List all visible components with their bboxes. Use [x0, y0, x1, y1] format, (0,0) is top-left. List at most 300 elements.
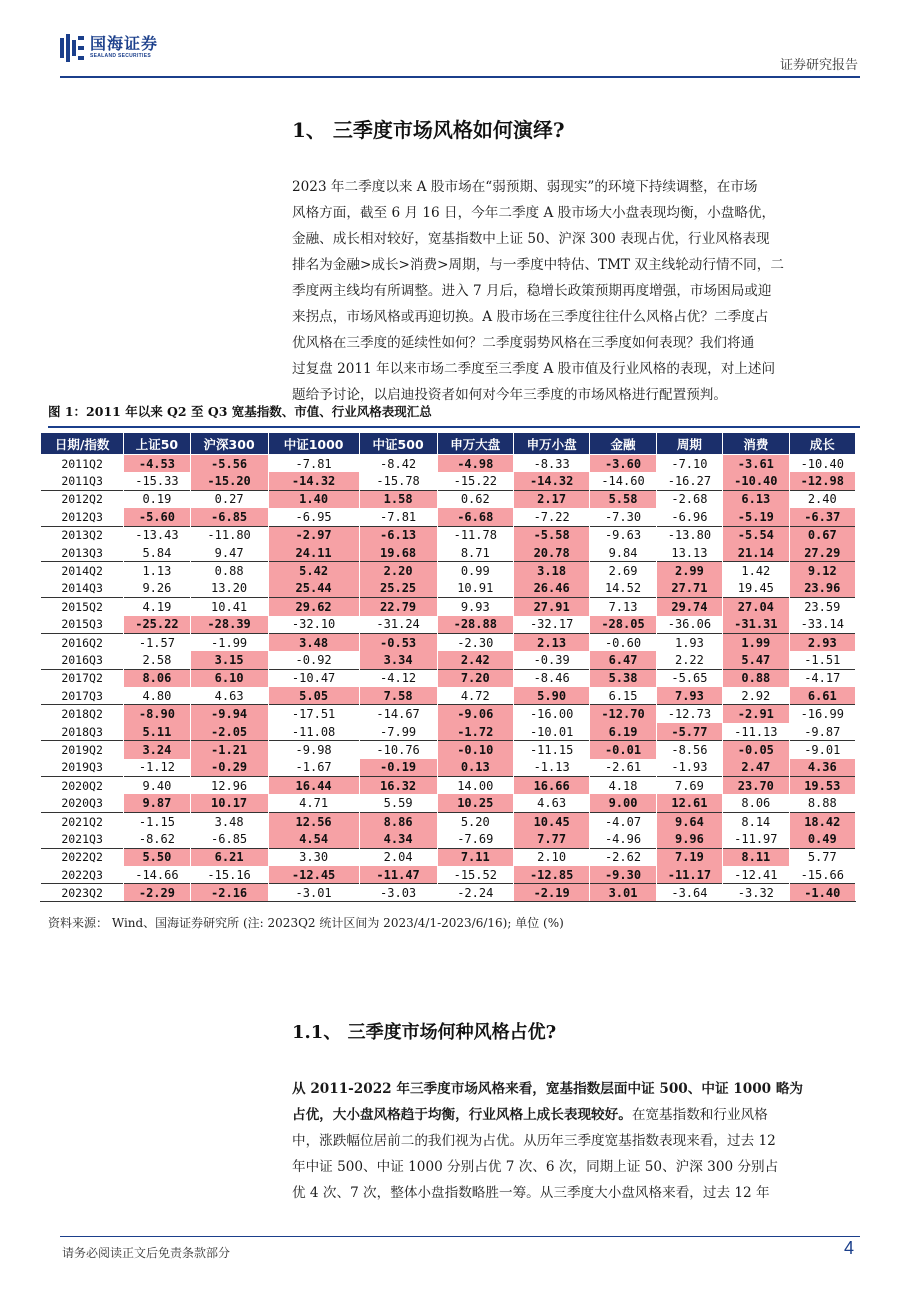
value-cell: -0.39	[513, 651, 589, 669]
table-row	[41, 794, 856, 812]
value-cell: -16.27	[656, 472, 722, 490]
period-cell: 2012Q3	[41, 508, 124, 526]
value-cell: -0.01	[590, 741, 656, 759]
footer-disclaimer: 请务必阅读正文后免责条款部分	[62, 1246, 231, 1260]
value-cell: 9.40	[124, 777, 190, 795]
period-cell: 2021Q3	[41, 830, 124, 848]
value-cell: 3.18	[513, 562, 589, 580]
period-cell: 2016Q3	[41, 651, 124, 669]
period-cell: 2018Q3	[41, 723, 124, 741]
value-cell: 4.36	[789, 759, 855, 777]
value-cell: 1.58	[359, 490, 437, 508]
value-cell: 9.93	[437, 598, 513, 616]
value-cell: -3.61	[723, 455, 789, 473]
table-row	[41, 508, 856, 526]
para1-line: 季度两主线均有所调整。进入 7 月后，稳增长政策预期再度增强，市场困局或迎	[292, 283, 772, 299]
para2-line-1: 从 2011-2022 年三季度市场风格来看，宽基指数层面中证 500、中证 1000 略为	[292, 1081, 804, 1097]
value-cell: 12.56	[268, 812, 359, 830]
logo-text-cn: 国海证券	[90, 34, 159, 53]
value-cell: -9.98	[268, 741, 359, 759]
value-cell: 14.00	[437, 777, 513, 795]
figure-1-title: 图 1：2011 年以来 Q2 至 Q3 宽基指数、市值、行业风格表现汇总	[48, 404, 432, 419]
period-cell: 2015Q3	[41, 616, 124, 634]
value-cell: -9.01	[789, 741, 855, 759]
value-cell: -2.61	[590, 759, 656, 777]
period-cell: 2017Q2	[41, 669, 124, 687]
table-row	[41, 616, 856, 634]
value-cell: -10.47	[268, 669, 359, 687]
table-row	[41, 651, 856, 669]
column-header: 沪深300	[190, 433, 268, 455]
value-cell: 10.91	[437, 580, 513, 598]
value-cell: 25.44	[268, 580, 359, 598]
value-cell: -0.92	[268, 651, 359, 669]
value-cell: -28.88	[437, 616, 513, 634]
period-cell: 2011Q3	[41, 472, 124, 490]
value-cell: -16.99	[789, 705, 855, 723]
value-cell: -15.52	[437, 866, 513, 884]
value-cell: 2.93	[789, 633, 855, 651]
value-cell: 23.96	[789, 580, 855, 598]
table-row	[41, 669, 856, 687]
value-cell: -10.40	[789, 455, 855, 473]
value-cell: -4.12	[359, 669, 437, 687]
para1-line: 过复盘 2011 年以来市场二季度至三季度 A 股市值及行业风格的表现，对上述问	[292, 361, 776, 377]
period-cell: 2022Q2	[41, 848, 124, 866]
value-cell: 2.58	[124, 651, 190, 669]
value-cell: 1.93	[656, 633, 722, 651]
value-cell: 2.13	[513, 633, 589, 651]
value-cell: 2.17	[513, 490, 589, 508]
value-cell: 8.71	[437, 544, 513, 562]
value-cell: -14.60	[590, 472, 656, 490]
value-cell: 3.15	[190, 651, 268, 669]
value-cell: -2.05	[190, 723, 268, 741]
value-cell: -5.65	[656, 669, 722, 687]
value-cell: -7.99	[359, 723, 437, 741]
value-cell: -1.15	[124, 812, 190, 830]
value-cell: 6.15	[590, 687, 656, 705]
value-cell: 4.63	[513, 794, 589, 812]
value-cell: 5.05	[268, 687, 359, 705]
value-cell: -5.54	[723, 526, 789, 544]
value-cell: -8.33	[513, 455, 589, 473]
value-cell: -33.14	[789, 616, 855, 634]
value-cell: 25.25	[359, 580, 437, 598]
period-cell: 2015Q2	[41, 598, 124, 616]
value-cell: 1.42	[723, 562, 789, 580]
page-number: 4	[843, 1238, 854, 1258]
value-cell: 0.13	[437, 759, 513, 777]
value-cell: -32.17	[513, 616, 589, 634]
value-cell: -1.51	[789, 651, 855, 669]
value-cell: -9.06	[437, 705, 513, 723]
value-cell: 5.11	[124, 723, 190, 741]
value-cell: 8.11	[723, 848, 789, 866]
value-cell: -14.66	[124, 866, 190, 884]
value-cell: 2.99	[656, 562, 722, 580]
value-cell: -3.03	[359, 884, 437, 902]
value-cell: 5.58	[590, 490, 656, 508]
value-cell: 9.87	[124, 794, 190, 812]
value-cell: -8.56	[656, 741, 722, 759]
value-cell: 4.63	[190, 687, 268, 705]
table-row	[41, 687, 856, 705]
value-cell: -2.29	[124, 884, 190, 902]
value-cell: 6.61	[789, 687, 855, 705]
value-cell: 12.96	[190, 777, 268, 795]
value-cell: 10.17	[190, 794, 268, 812]
value-cell: 29.74	[656, 598, 722, 616]
value-cell: -6.96	[656, 508, 722, 526]
value-cell: -31.24	[359, 616, 437, 634]
value-cell: 22.79	[359, 598, 437, 616]
section-1-1-paragraph	[292, 1076, 860, 1206]
value-cell: 10.25	[437, 794, 513, 812]
table-row	[41, 562, 856, 580]
value-cell: -12.41	[723, 866, 789, 884]
value-cell: -2.68	[656, 490, 722, 508]
section-1-title: 1、 三季度市场风格如何演绎?	[292, 118, 565, 142]
value-cell: -11.47	[359, 866, 437, 884]
value-cell: -1.67	[268, 759, 359, 777]
period-cell: 2011Q2	[41, 455, 124, 473]
table-row	[41, 705, 856, 723]
section-1-1-title: 1.1、 三季度市场何种风格占优?	[292, 1022, 557, 1043]
table-row	[41, 526, 856, 544]
value-cell: -14.67	[359, 705, 437, 723]
value-cell: -8.62	[124, 830, 190, 848]
table-row	[41, 490, 856, 508]
value-cell: -13.80	[656, 526, 722, 544]
value-cell: -6.85	[190, 508, 268, 526]
para1-line: 排名为金融>成长>消费>周期，与一季度中特估、TMT 双主线轮动行情不同，二	[292, 257, 784, 273]
value-cell: 7.58	[359, 687, 437, 705]
value-cell: 12.61	[656, 794, 722, 812]
value-cell: 4.54	[268, 830, 359, 848]
value-cell: 27.04	[723, 598, 789, 616]
table-row	[41, 777, 856, 795]
column-header: 周期	[656, 433, 722, 455]
value-cell: -0.29	[190, 759, 268, 777]
value-cell: -4.96	[590, 830, 656, 848]
table-row	[41, 830, 856, 848]
value-cell: -7.81	[268, 455, 359, 473]
value-cell: 16.44	[268, 777, 359, 795]
value-cell: 29.62	[268, 598, 359, 616]
value-cell: -11.80	[190, 526, 268, 544]
value-cell: -5.19	[723, 508, 789, 526]
period-cell: 2016Q2	[41, 633, 124, 651]
para2-line-5: 优 4 次、7 次，整体小盘指数略胜一筹。从三季度大小盘风格来看，过去 12 年	[292, 1185, 770, 1201]
period-cell: 2020Q3	[41, 794, 124, 812]
value-cell: 8.14	[723, 812, 789, 830]
value-cell: -11.15	[513, 741, 589, 759]
value-cell: 0.88	[723, 669, 789, 687]
value-cell: -13.43	[124, 526, 190, 544]
value-cell: 8.06	[723, 794, 789, 812]
value-cell: 0.88	[190, 562, 268, 580]
value-cell: 4.72	[437, 687, 513, 705]
value-cell: 7.19	[656, 848, 722, 866]
table-row	[41, 633, 856, 651]
value-cell: 2.22	[656, 651, 722, 669]
value-cell: 2.40	[789, 490, 855, 508]
para2-line-3: 中，涨跌幅位居前二的我们视为占优。从历年三季度宽基指数表现来看，过去 12	[292, 1133, 776, 1149]
value-cell: -1.72	[437, 723, 513, 741]
value-cell: -7.30	[590, 508, 656, 526]
period-cell: 2019Q3	[41, 759, 124, 777]
para1-line: 风格方面，截至 6 月 16 日，今年二季度 A 股市场大小盘表现均衡，小盘略优，	[292, 205, 776, 221]
value-cell: -2.24	[437, 884, 513, 902]
value-cell: -2.91	[723, 705, 789, 723]
value-cell: 2.47	[723, 759, 789, 777]
value-cell: -0.19	[359, 759, 437, 777]
table-row	[41, 455, 856, 473]
period-cell: 2022Q3	[41, 866, 124, 884]
value-cell: 1.99	[723, 633, 789, 651]
figure-source-note: 资料来源： Wind、国海证券研究所 (注: 2023Q2 统计区间为 2023/4/1-2023/6/16); 单位 (%)	[48, 916, 564, 930]
value-cell: 19.68	[359, 544, 437, 562]
table-row	[41, 723, 856, 741]
value-cell: -0.10	[437, 741, 513, 759]
figure-divider	[48, 426, 860, 428]
table-row	[41, 598, 856, 616]
value-cell: 5.42	[268, 562, 359, 580]
period-cell: 2020Q2	[41, 777, 124, 795]
value-cell: 2.92	[723, 687, 789, 705]
value-cell: -12.85	[513, 866, 589, 884]
value-cell: -12.70	[590, 705, 656, 723]
table-row	[41, 884, 856, 902]
value-cell: 2.69	[590, 562, 656, 580]
value-cell: -14.32	[268, 472, 359, 490]
value-cell: -0.05	[723, 741, 789, 759]
para1-line: 2023 年二季度以来 A 股市场在“弱预期、弱现实”的环境下持续调整，在市场	[292, 179, 758, 195]
value-cell: 1.40	[268, 490, 359, 508]
value-cell: -11.17	[656, 866, 722, 884]
value-cell: 6.47	[590, 651, 656, 669]
period-cell: 2019Q2	[41, 741, 124, 759]
value-cell: -1.99	[190, 633, 268, 651]
value-cell: -4.17	[789, 669, 855, 687]
value-cell: 5.20	[437, 812, 513, 830]
value-cell: -10.76	[359, 741, 437, 759]
table-row	[41, 848, 856, 866]
value-cell: 10.45	[513, 812, 589, 830]
value-cell: 2.20	[359, 562, 437, 580]
value-cell: 19.53	[789, 777, 855, 795]
value-cell: -15.78	[359, 472, 437, 490]
value-cell: -2.30	[437, 633, 513, 651]
table-row	[41, 812, 856, 830]
value-cell: 5.47	[723, 651, 789, 669]
period-cell: 2023Q2	[41, 884, 124, 902]
value-cell: 0.62	[437, 490, 513, 508]
value-cell: 13.20	[190, 580, 268, 598]
value-cell: 3.24	[124, 741, 190, 759]
period-cell: 2012Q2	[41, 490, 124, 508]
value-cell: 16.32	[359, 777, 437, 795]
value-cell: -12.98	[789, 472, 855, 490]
style-performance-table	[40, 432, 856, 902]
period-cell: 2013Q2	[41, 526, 124, 544]
value-cell: -9.87	[789, 723, 855, 741]
value-cell: 0.99	[437, 562, 513, 580]
value-cell: 4.19	[124, 598, 190, 616]
value-cell: -3.64	[656, 884, 722, 902]
column-header: 中证1000	[268, 433, 359, 455]
table-header-row	[41, 433, 856, 455]
value-cell: -12.45	[268, 866, 359, 884]
value-cell: 5.90	[513, 687, 589, 705]
value-cell: -3.60	[590, 455, 656, 473]
value-cell: -15.66	[789, 866, 855, 884]
value-cell: -7.22	[513, 508, 589, 526]
value-cell: -15.20	[190, 472, 268, 490]
value-cell: -9.94	[190, 705, 268, 723]
value-cell: 23.59	[789, 598, 855, 616]
value-cell: 2.42	[437, 651, 513, 669]
value-cell: 27.29	[789, 544, 855, 562]
period-cell: 2018Q2	[41, 705, 124, 723]
period-cell: 2014Q3	[41, 580, 124, 598]
period-cell: 2021Q2	[41, 812, 124, 830]
value-cell: 9.00	[590, 794, 656, 812]
value-cell: 5.84	[124, 544, 190, 562]
column-header: 上证50	[124, 433, 190, 455]
value-cell: 9.47	[190, 544, 268, 562]
value-cell: -6.85	[190, 830, 268, 848]
value-cell: 7.77	[513, 830, 589, 848]
value-cell: 14.52	[590, 580, 656, 598]
value-cell: 9.26	[124, 580, 190, 598]
value-cell: 20.78	[513, 544, 589, 562]
value-cell: 4.18	[590, 777, 656, 795]
value-cell: -7.69	[437, 830, 513, 848]
value-cell: -6.95	[268, 508, 359, 526]
value-cell: 23.70	[723, 777, 789, 795]
value-cell: 13.13	[656, 544, 722, 562]
value-cell: -15.22	[437, 472, 513, 490]
value-cell: -7.10	[656, 455, 722, 473]
value-cell: 3.30	[268, 848, 359, 866]
value-cell: -11.97	[723, 830, 789, 848]
value-cell: -11.13	[723, 723, 789, 741]
value-cell: -11.78	[437, 526, 513, 544]
column-header: 申万大盘	[437, 433, 513, 455]
period-cell: 2013Q3	[41, 544, 124, 562]
value-cell: -15.16	[190, 866, 268, 884]
value-cell: 7.11	[437, 848, 513, 866]
value-cell: 10.41	[190, 598, 268, 616]
value-cell: -0.60	[590, 633, 656, 651]
value-cell: -9.63	[590, 526, 656, 544]
value-cell: 0.27	[190, 490, 268, 508]
value-cell: -4.07	[590, 812, 656, 830]
value-cell: -25.22	[124, 616, 190, 634]
table-row	[41, 741, 856, 759]
value-cell: 9.96	[656, 830, 722, 848]
value-cell: -1.57	[124, 633, 190, 651]
section-1-paragraph	[292, 174, 860, 408]
value-cell: -6.13	[359, 526, 437, 544]
column-header: 申万小盘	[513, 433, 589, 455]
column-header: 消费	[723, 433, 789, 455]
value-cell: 7.13	[590, 598, 656, 616]
value-cell: 16.66	[513, 777, 589, 795]
value-cell: 4.80	[124, 687, 190, 705]
value-cell: 3.34	[359, 651, 437, 669]
logo-mark-icon	[60, 34, 86, 62]
value-cell: -3.01	[268, 884, 359, 902]
value-cell: -10.01	[513, 723, 589, 741]
page-header	[0, 0, 920, 80]
para1-line: 来拐点，市场风格或再迎切换。A 股市场在三季度往往什么风格占优？二季度占	[292, 309, 769, 325]
value-cell: -11.08	[268, 723, 359, 741]
value-cell: 2.04	[359, 848, 437, 866]
value-cell: -5.56	[190, 455, 268, 473]
value-cell: -5.58	[513, 526, 589, 544]
value-cell: -8.90	[124, 705, 190, 723]
value-cell: 5.59	[359, 794, 437, 812]
logo-text-en: SEALAND SECURITIES	[90, 53, 151, 59]
value-cell: 4.34	[359, 830, 437, 848]
value-cell: -6.68	[437, 508, 513, 526]
value-cell: 9.84	[590, 544, 656, 562]
value-cell: -2.16	[190, 884, 268, 902]
value-cell: 9.12	[789, 562, 855, 580]
value-cell: -31.31	[723, 616, 789, 634]
value-cell: 7.69	[656, 777, 722, 795]
value-cell: 8.86	[359, 812, 437, 830]
value-cell: -1.93	[656, 759, 722, 777]
value-cell: -5.60	[124, 508, 190, 526]
para1-line: 优风格在三季度的延续性如何？二季度弱势风格在三季度如何表现？我们将通	[292, 335, 755, 351]
value-cell: 5.50	[124, 848, 190, 866]
value-cell: 2.10	[513, 848, 589, 866]
value-cell: -28.39	[190, 616, 268, 634]
value-cell: -5.77	[656, 723, 722, 741]
table-row	[41, 544, 856, 562]
value-cell: -15.33	[124, 472, 190, 490]
value-cell: 19.45	[723, 580, 789, 598]
para2-line-2-rest: 在宽基指数和行业风格	[631, 1107, 768, 1123]
value-cell: 26.46	[513, 580, 589, 598]
value-cell: 3.48	[190, 812, 268, 830]
value-cell: -10.40	[723, 472, 789, 490]
company-logo	[60, 34, 158, 62]
value-cell: 8.06	[124, 669, 190, 687]
value-cell: 6.21	[190, 848, 268, 866]
period-cell: 2014Q2	[41, 562, 124, 580]
column-header: 中证500	[359, 433, 437, 455]
column-header: 日期/指数	[41, 433, 124, 455]
table-row	[41, 759, 856, 777]
report-type-label: 证券研究报告	[779, 58, 858, 73]
footer-divider	[60, 1236, 860, 1237]
value-cell: 0.19	[124, 490, 190, 508]
value-cell: 3.01	[590, 884, 656, 902]
value-cell: 21.14	[723, 544, 789, 562]
value-cell: -9.30	[590, 866, 656, 884]
value-cell: -2.19	[513, 884, 589, 902]
value-cell: 8.88	[789, 794, 855, 812]
column-header: 金融	[590, 433, 656, 455]
value-cell: -2.97	[268, 526, 359, 544]
value-cell: -6.37	[789, 508, 855, 526]
value-cell: -2.62	[590, 848, 656, 866]
